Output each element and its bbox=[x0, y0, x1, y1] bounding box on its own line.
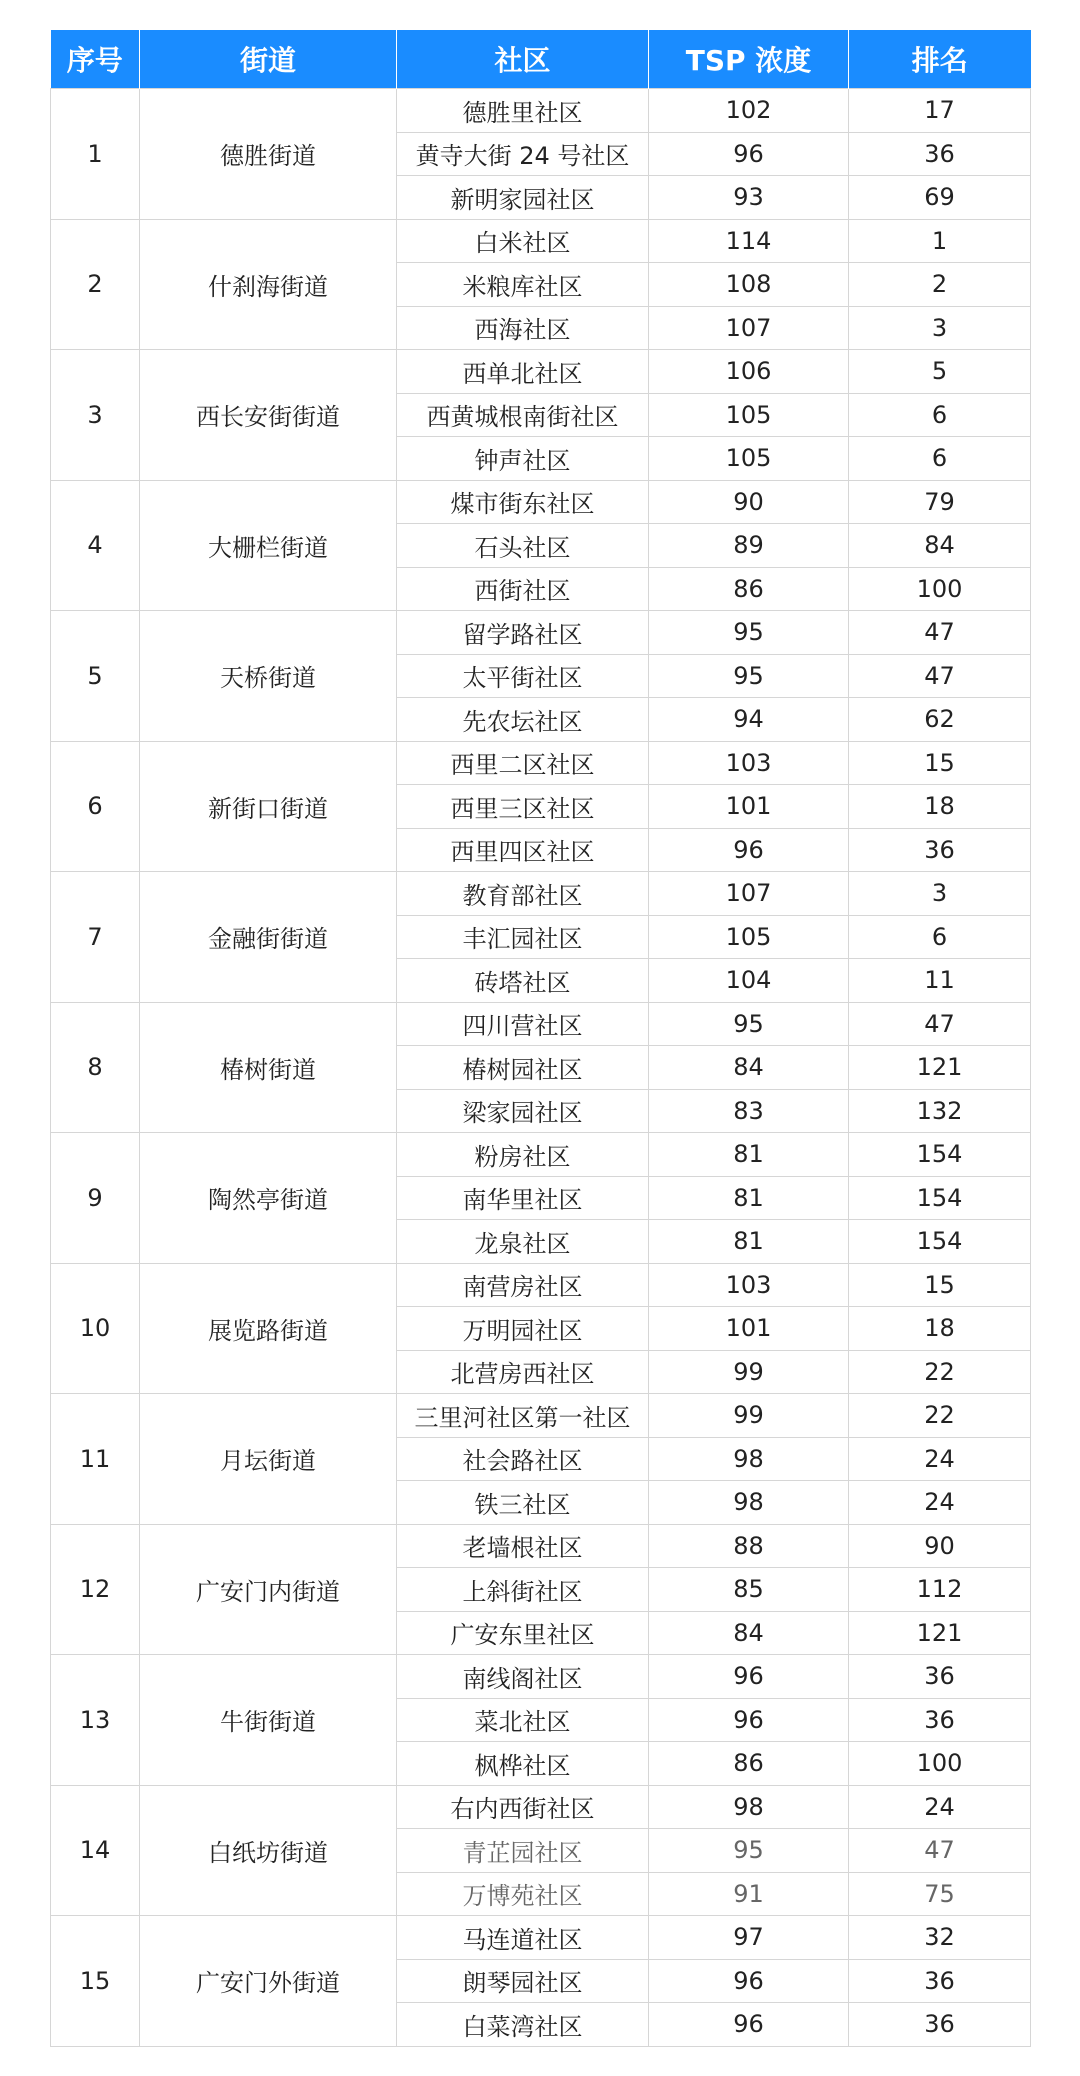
cell-rank: 62 bbox=[849, 698, 1031, 742]
table-row bbox=[51, 1785, 1031, 1829]
cell-seq: 6 bbox=[51, 741, 140, 872]
cell-street: 天桥街道 bbox=[140, 611, 397, 742]
cell-street: 西长安街街道 bbox=[140, 350, 397, 481]
cell-street: 什刹海街道 bbox=[140, 219, 397, 350]
table-body bbox=[51, 89, 1031, 2047]
header-community: 社区 bbox=[397, 30, 649, 89]
cell-rank: 47 bbox=[849, 654, 1031, 698]
header-seq: 序号 bbox=[51, 30, 140, 89]
cell-street: 牛街街道 bbox=[140, 1655, 397, 1786]
cell-community: 朗琴园社区 bbox=[397, 1959, 649, 2003]
cell-rank: 24 bbox=[849, 1785, 1031, 1829]
cell-community: 四川营社区 bbox=[397, 1002, 649, 1046]
cell-rank: 121 bbox=[849, 1611, 1031, 1655]
cell-rank: 84 bbox=[849, 524, 1031, 568]
cell-street: 新街口街道 bbox=[140, 741, 397, 872]
cell-rank: 69 bbox=[849, 176, 1031, 220]
cell-community: 龙泉社区 bbox=[397, 1220, 649, 1264]
cell-community: 西街社区 bbox=[397, 567, 649, 611]
cell-rank: 24 bbox=[849, 1437, 1031, 1481]
cell-rank: 47 bbox=[849, 1829, 1031, 1873]
cell-tsp: 105 bbox=[649, 393, 849, 437]
cell-rank: 36 bbox=[849, 2003, 1031, 2047]
cell-tsp: 84 bbox=[649, 1611, 849, 1655]
cell-rank: 2 bbox=[849, 263, 1031, 307]
cell-community: 丰汇园社区 bbox=[397, 915, 649, 959]
cell-rank: 36 bbox=[849, 132, 1031, 176]
cell-tsp: 90 bbox=[649, 480, 849, 524]
cell-community: 西里二区社区 bbox=[397, 741, 649, 785]
header-rank: 排名 bbox=[849, 30, 1031, 89]
cell-community: 白菜湾社区 bbox=[397, 2003, 649, 2047]
cell-seq: 8 bbox=[51, 1002, 140, 1133]
cell-community: 三里河社区第一社区 bbox=[397, 1394, 649, 1438]
cell-community: 留学路社区 bbox=[397, 611, 649, 655]
cell-community: 社会路社区 bbox=[397, 1437, 649, 1481]
cell-tsp: 91 bbox=[649, 1872, 849, 1916]
cell-tsp: 96 bbox=[649, 1959, 849, 2003]
cell-seq: 4 bbox=[51, 480, 140, 611]
cell-rank: 3 bbox=[849, 306, 1031, 350]
table-row bbox=[51, 480, 1031, 524]
cell-tsp: 108 bbox=[649, 263, 849, 307]
cell-tsp: 89 bbox=[649, 524, 849, 568]
cell-tsp: 99 bbox=[649, 1394, 849, 1438]
cell-community: 钟声社区 bbox=[397, 437, 649, 481]
cell-tsp: 83 bbox=[649, 1089, 849, 1133]
cell-tsp: 105 bbox=[649, 437, 849, 481]
cell-tsp: 86 bbox=[649, 567, 849, 611]
cell-rank: 154 bbox=[849, 1220, 1031, 1264]
cell-community: 教育部社区 bbox=[397, 872, 649, 916]
cell-rank: 6 bbox=[849, 915, 1031, 959]
cell-community: 先农坛社区 bbox=[397, 698, 649, 742]
table-row bbox=[51, 1263, 1031, 1307]
cell-rank: 22 bbox=[849, 1394, 1031, 1438]
cell-tsp: 94 bbox=[649, 698, 849, 742]
table-row bbox=[51, 1133, 1031, 1177]
cell-rank: 154 bbox=[849, 1176, 1031, 1220]
cell-community: 北营房西社区 bbox=[397, 1350, 649, 1394]
cell-tsp: 95 bbox=[649, 1002, 849, 1046]
cell-tsp: 95 bbox=[649, 654, 849, 698]
cell-tsp: 95 bbox=[649, 1829, 849, 1873]
cell-seq: 15 bbox=[51, 1916, 140, 2047]
cell-tsp: 96 bbox=[649, 1698, 849, 1742]
cell-community: 枫桦社区 bbox=[397, 1742, 649, 1786]
cell-community: 万明园社区 bbox=[397, 1307, 649, 1351]
cell-seq: 14 bbox=[51, 1785, 140, 1916]
cell-rank: 100 bbox=[849, 1742, 1031, 1786]
cell-tsp: 104 bbox=[649, 959, 849, 1003]
cell-rank: 132 bbox=[849, 1089, 1031, 1133]
cell-community: 西海社区 bbox=[397, 306, 649, 350]
cell-community: 米粮库社区 bbox=[397, 263, 649, 307]
cell-rank: 79 bbox=[849, 480, 1031, 524]
cell-community: 广安东里社区 bbox=[397, 1611, 649, 1655]
cell-rank: 100 bbox=[849, 567, 1031, 611]
header-row bbox=[51, 30, 1031, 89]
cell-tsp: 96 bbox=[649, 828, 849, 872]
table-row bbox=[51, 872, 1031, 916]
cell-rank: 90 bbox=[849, 1524, 1031, 1568]
table-row bbox=[51, 219, 1031, 263]
cell-rank: 15 bbox=[849, 741, 1031, 785]
header-tsp: TSP 浓度 bbox=[649, 30, 849, 89]
cell-street: 大栅栏街道 bbox=[140, 480, 397, 611]
cell-rank: 1 bbox=[849, 219, 1031, 263]
cell-rank: 18 bbox=[849, 785, 1031, 829]
cell-community: 梁家园社区 bbox=[397, 1089, 649, 1133]
cell-community: 粉房社区 bbox=[397, 1133, 649, 1177]
cell-seq: 3 bbox=[51, 350, 140, 481]
cell-rank: 17 bbox=[849, 89, 1031, 133]
cell-rank: 121 bbox=[849, 1046, 1031, 1090]
cell-rank: 112 bbox=[849, 1568, 1031, 1612]
cell-tsp: 103 bbox=[649, 1263, 849, 1307]
cell-community: 椿树园社区 bbox=[397, 1046, 649, 1090]
cell-tsp: 88 bbox=[649, 1524, 849, 1568]
cell-seq: 11 bbox=[51, 1394, 140, 1525]
cell-tsp: 81 bbox=[649, 1176, 849, 1220]
cell-tsp: 101 bbox=[649, 785, 849, 829]
cell-rank: 3 bbox=[849, 872, 1031, 916]
cell-tsp: 98 bbox=[649, 1481, 849, 1525]
cell-tsp: 114 bbox=[649, 219, 849, 263]
cell-street: 椿树街道 bbox=[140, 1002, 397, 1133]
table-row bbox=[51, 611, 1031, 655]
cell-seq: 12 bbox=[51, 1524, 140, 1655]
cell-community: 南营房社区 bbox=[397, 1263, 649, 1307]
cell-community: 西里三区社区 bbox=[397, 785, 649, 829]
table-header bbox=[51, 30, 1031, 89]
cell-tsp: 84 bbox=[649, 1046, 849, 1090]
cell-community: 老墙根社区 bbox=[397, 1524, 649, 1568]
cell-rank: 154 bbox=[849, 1133, 1031, 1177]
cell-community: 万博苑社区 bbox=[397, 1872, 649, 1916]
cell-rank: 24 bbox=[849, 1481, 1031, 1525]
cell-seq: 2 bbox=[51, 219, 140, 350]
cell-community: 德胜里社区 bbox=[397, 89, 649, 133]
cell-tsp: 107 bbox=[649, 306, 849, 350]
table-row bbox=[51, 1524, 1031, 1568]
cell-rank: 36 bbox=[849, 828, 1031, 872]
cell-rank: 36 bbox=[849, 1959, 1031, 2003]
cell-tsp: 105 bbox=[649, 915, 849, 959]
tsp-ranking-table bbox=[50, 30, 1031, 2047]
table-row bbox=[51, 1655, 1031, 1699]
cell-community: 黄寺大街 24 号社区 bbox=[397, 132, 649, 176]
cell-tsp: 98 bbox=[649, 1785, 849, 1829]
cell-street: 白纸坊街道 bbox=[140, 1785, 397, 1916]
table-row bbox=[51, 1916, 1031, 1960]
cell-community: 太平街社区 bbox=[397, 654, 649, 698]
cell-tsp: 106 bbox=[649, 350, 849, 394]
cell-tsp: 101 bbox=[649, 1307, 849, 1351]
cell-community: 菜北社区 bbox=[397, 1698, 649, 1742]
cell-street: 月坛街道 bbox=[140, 1394, 397, 1525]
cell-rank: 22 bbox=[849, 1350, 1031, 1394]
cell-tsp: 81 bbox=[649, 1133, 849, 1177]
table-row bbox=[51, 1394, 1031, 1438]
cell-tsp: 97 bbox=[649, 1916, 849, 1960]
cell-community: 上斜街社区 bbox=[397, 1568, 649, 1612]
cell-street: 金融街街道 bbox=[140, 872, 397, 1003]
cell-tsp: 103 bbox=[649, 741, 849, 785]
cell-community: 白米社区 bbox=[397, 219, 649, 263]
cell-tsp: 93 bbox=[649, 176, 849, 220]
cell-street: 德胜街道 bbox=[140, 89, 397, 220]
cell-community: 南华里社区 bbox=[397, 1176, 649, 1220]
header-street: 街道 bbox=[140, 30, 397, 89]
cell-rank: 32 bbox=[849, 1916, 1031, 1960]
cell-street: 广安门内街道 bbox=[140, 1524, 397, 1655]
cell-rank: 6 bbox=[849, 437, 1031, 481]
cell-seq: 7 bbox=[51, 872, 140, 1003]
cell-community: 西黄城根南街社区 bbox=[397, 393, 649, 437]
cell-community: 右内西街社区 bbox=[397, 1785, 649, 1829]
cell-seq: 13 bbox=[51, 1655, 140, 1786]
cell-community: 西里四区社区 bbox=[397, 828, 649, 872]
cell-seq: 1 bbox=[51, 89, 140, 220]
cell-rank: 36 bbox=[849, 1698, 1031, 1742]
cell-street: 陶然亭街道 bbox=[140, 1133, 397, 1264]
cell-seq: 9 bbox=[51, 1133, 140, 1264]
cell-rank: 75 bbox=[849, 1872, 1031, 1916]
cell-rank: 36 bbox=[849, 1655, 1031, 1699]
cell-street: 广安门外街道 bbox=[140, 1916, 397, 2047]
cell-rank: 47 bbox=[849, 1002, 1031, 1046]
cell-seq: 5 bbox=[51, 611, 140, 742]
table-row bbox=[51, 89, 1031, 133]
cell-tsp: 85 bbox=[649, 1568, 849, 1612]
cell-community: 新明家园社区 bbox=[397, 176, 649, 220]
cell-tsp: 86 bbox=[649, 1742, 849, 1786]
cell-rank: 47 bbox=[849, 611, 1031, 655]
cell-tsp: 96 bbox=[649, 1655, 849, 1699]
cell-community: 煤市街东社区 bbox=[397, 480, 649, 524]
cell-tsp: 107 bbox=[649, 872, 849, 916]
cell-tsp: 96 bbox=[649, 132, 849, 176]
cell-tsp: 96 bbox=[649, 2003, 849, 2047]
cell-community: 砖塔社区 bbox=[397, 959, 649, 1003]
cell-street: 展览路街道 bbox=[140, 1263, 397, 1394]
cell-tsp: 102 bbox=[649, 89, 849, 133]
cell-tsp: 98 bbox=[649, 1437, 849, 1481]
cell-community: 西单北社区 bbox=[397, 350, 649, 394]
table-row bbox=[51, 741, 1031, 785]
cell-rank: 5 bbox=[849, 350, 1031, 394]
table-row bbox=[51, 1002, 1031, 1046]
cell-rank: 11 bbox=[849, 959, 1031, 1003]
cell-tsp: 81 bbox=[649, 1220, 849, 1264]
cell-community: 铁三社区 bbox=[397, 1481, 649, 1525]
cell-seq: 10 bbox=[51, 1263, 140, 1394]
cell-community: 石头社区 bbox=[397, 524, 649, 568]
table-row bbox=[51, 350, 1031, 394]
cell-community: 南线阁社区 bbox=[397, 1655, 649, 1699]
cell-rank: 18 bbox=[849, 1307, 1031, 1351]
cell-rank: 15 bbox=[849, 1263, 1031, 1307]
cell-community: 马连道社区 bbox=[397, 1916, 649, 1960]
cell-rank: 6 bbox=[849, 393, 1031, 437]
cell-tsp: 95 bbox=[649, 611, 849, 655]
cell-tsp: 99 bbox=[649, 1350, 849, 1394]
tsp-table-container bbox=[50, 30, 1030, 2047]
cell-community: 青芷园社区 bbox=[397, 1829, 649, 1873]
